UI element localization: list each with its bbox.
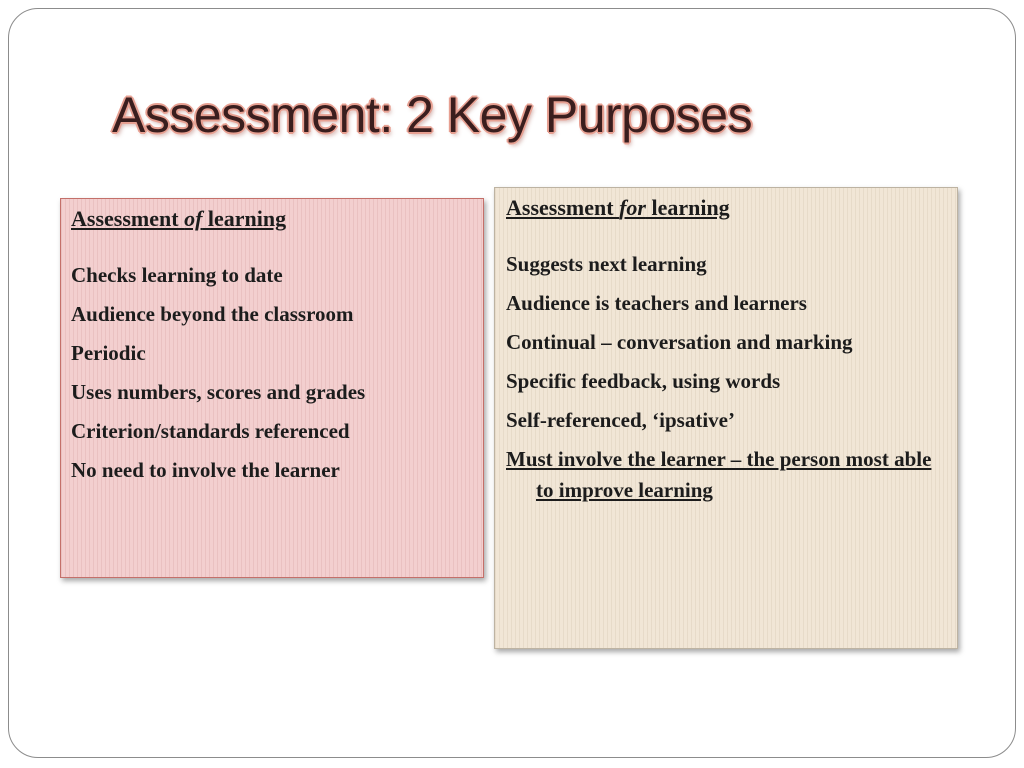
list-item: Uses numbers, scores and grades [71, 380, 366, 404]
list-item: Checks learning to date [71, 263, 283, 287]
heading-prefix: Assessment [506, 195, 620, 220]
heading-emphasis: for [619, 195, 646, 220]
assessment-of-learning-heading [71, 205, 473, 233]
list-item: Periodic [71, 341, 146, 365]
list-item: Continual – conversation and marking [506, 330, 853, 354]
list-item: Audience beyond the classroom [71, 302, 354, 326]
assessment-for-learning-list [506, 249, 947, 506]
list-item-emphasized: Must involve the learner – the person most able to improve learning [506, 447, 932, 502]
heading-emphasis: of [184, 206, 203, 231]
assessment-for-learning-heading [506, 194, 947, 222]
list-item: Self-referenced, ‘ipsative’ [506, 408, 735, 432]
list-item: Specific feedback, using words [506, 369, 781, 393]
slide-title: Assessment: 2 Key Purposes [112, 87, 753, 143]
list-item: Audience is teachers and learners [506, 291, 807, 315]
heading-prefix: Assessment [71, 206, 185, 231]
list-item: Suggests next learning [506, 252, 707, 276]
heading-suffix: learning [202, 206, 287, 231]
assessment-for-learning-box [494, 187, 958, 649]
assessment-of-learning-box [60, 198, 484, 578]
list-item: Criterion/standards referenced [71, 419, 350, 443]
heading-suffix: learning [645, 195, 730, 220]
assessment-of-learning-list [71, 260, 473, 486]
list-item: No need to involve the learner [71, 458, 340, 482]
